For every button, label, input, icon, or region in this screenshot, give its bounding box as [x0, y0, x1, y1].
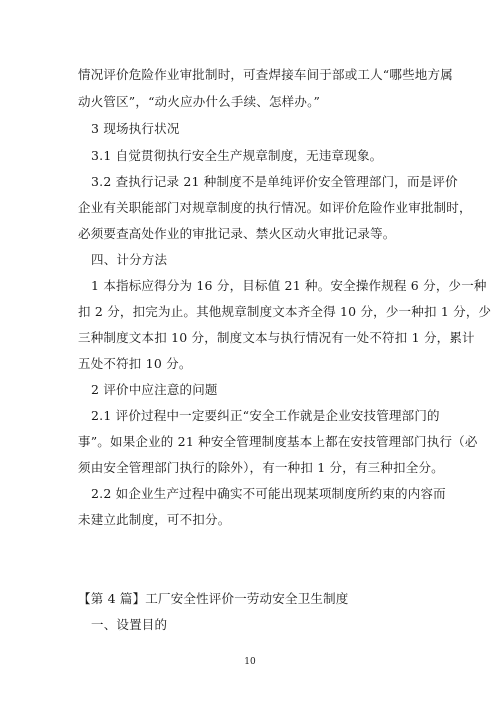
paragraph-line-2-2-cont: 未建立此制度，可不扣分。	[78, 512, 231, 527]
page-number: 10	[244, 657, 256, 667]
paragraph-line-scoring-1: 1 本指标应得分为 16 分，目标值 21 种。安全操作规程 6 分，少一种	[91, 278, 487, 293]
paragraph-line-2: 动火管区”，“动火应办什么手续、怎样办。”	[78, 94, 321, 109]
section-heading-scoring: 四、计分方法	[91, 252, 168, 267]
paragraph-line-1: 情况评价危险作业审批制时，可查焊接车间于部或工人“哪些地方属	[78, 67, 453, 82]
paragraph-line-3-2: 3.2 查执行记录 21 种制度不是单纯评价安全管理部门，而是评价	[91, 174, 458, 189]
section-heading-issues: 2 评价中应注意的问题	[91, 382, 218, 397]
paragraph-line-2-1-cont: 事”。如果企业的 21 种安全管理制度基本上都在安技管理部门执行（必	[78, 434, 478, 449]
section-heading-3: 3 现场执行状况	[91, 121, 180, 136]
section-heading-purpose: 一、设置目的	[91, 617, 168, 632]
paragraph-line-3-1: 3.1 自觉贯彻执行安全生产规章制度，无违章现象。	[91, 148, 383, 163]
paragraph-line-3-2-cont-2: 必须要查高处作业的审批记录、禁火区动火审批记录等。	[78, 226, 396, 241]
paragraph-line-scoring-3: 三种制度文本扣 10 分，制度文本与执行情况有一处不符扣 1 分，累计	[78, 330, 475, 345]
paragraph-line-3-2-cont: 企业有关职能部门对规章制度的执行情况。如评价危险作业审批制时，	[78, 200, 472, 215]
paragraph-line-2-2: 2.2 如企业生产过程中确实不可能出现某项制度所约束的内容而	[91, 486, 446, 501]
paragraph-line-2-1-cont-2: 须由安全管理部门执行的除外），有一种扣 1 分，有三种扣全分。	[78, 460, 444, 475]
paragraph-line-scoring-2: 扣 2 分，扣完为止。其他规章制度文本齐全得 10 分，少一种扣 1 分，少	[78, 304, 492, 319]
paragraph-line-scoring-4: 五处不符扣 10 分。	[78, 356, 192, 371]
chapter-heading: 【第 4 篇】工厂安全性评价一劳动安全卫生制度	[78, 591, 349, 606]
paragraph-line-2-1: 2.1 评价过程中一定要纠正“安全工作就是企业安技管理部门的	[91, 408, 440, 423]
